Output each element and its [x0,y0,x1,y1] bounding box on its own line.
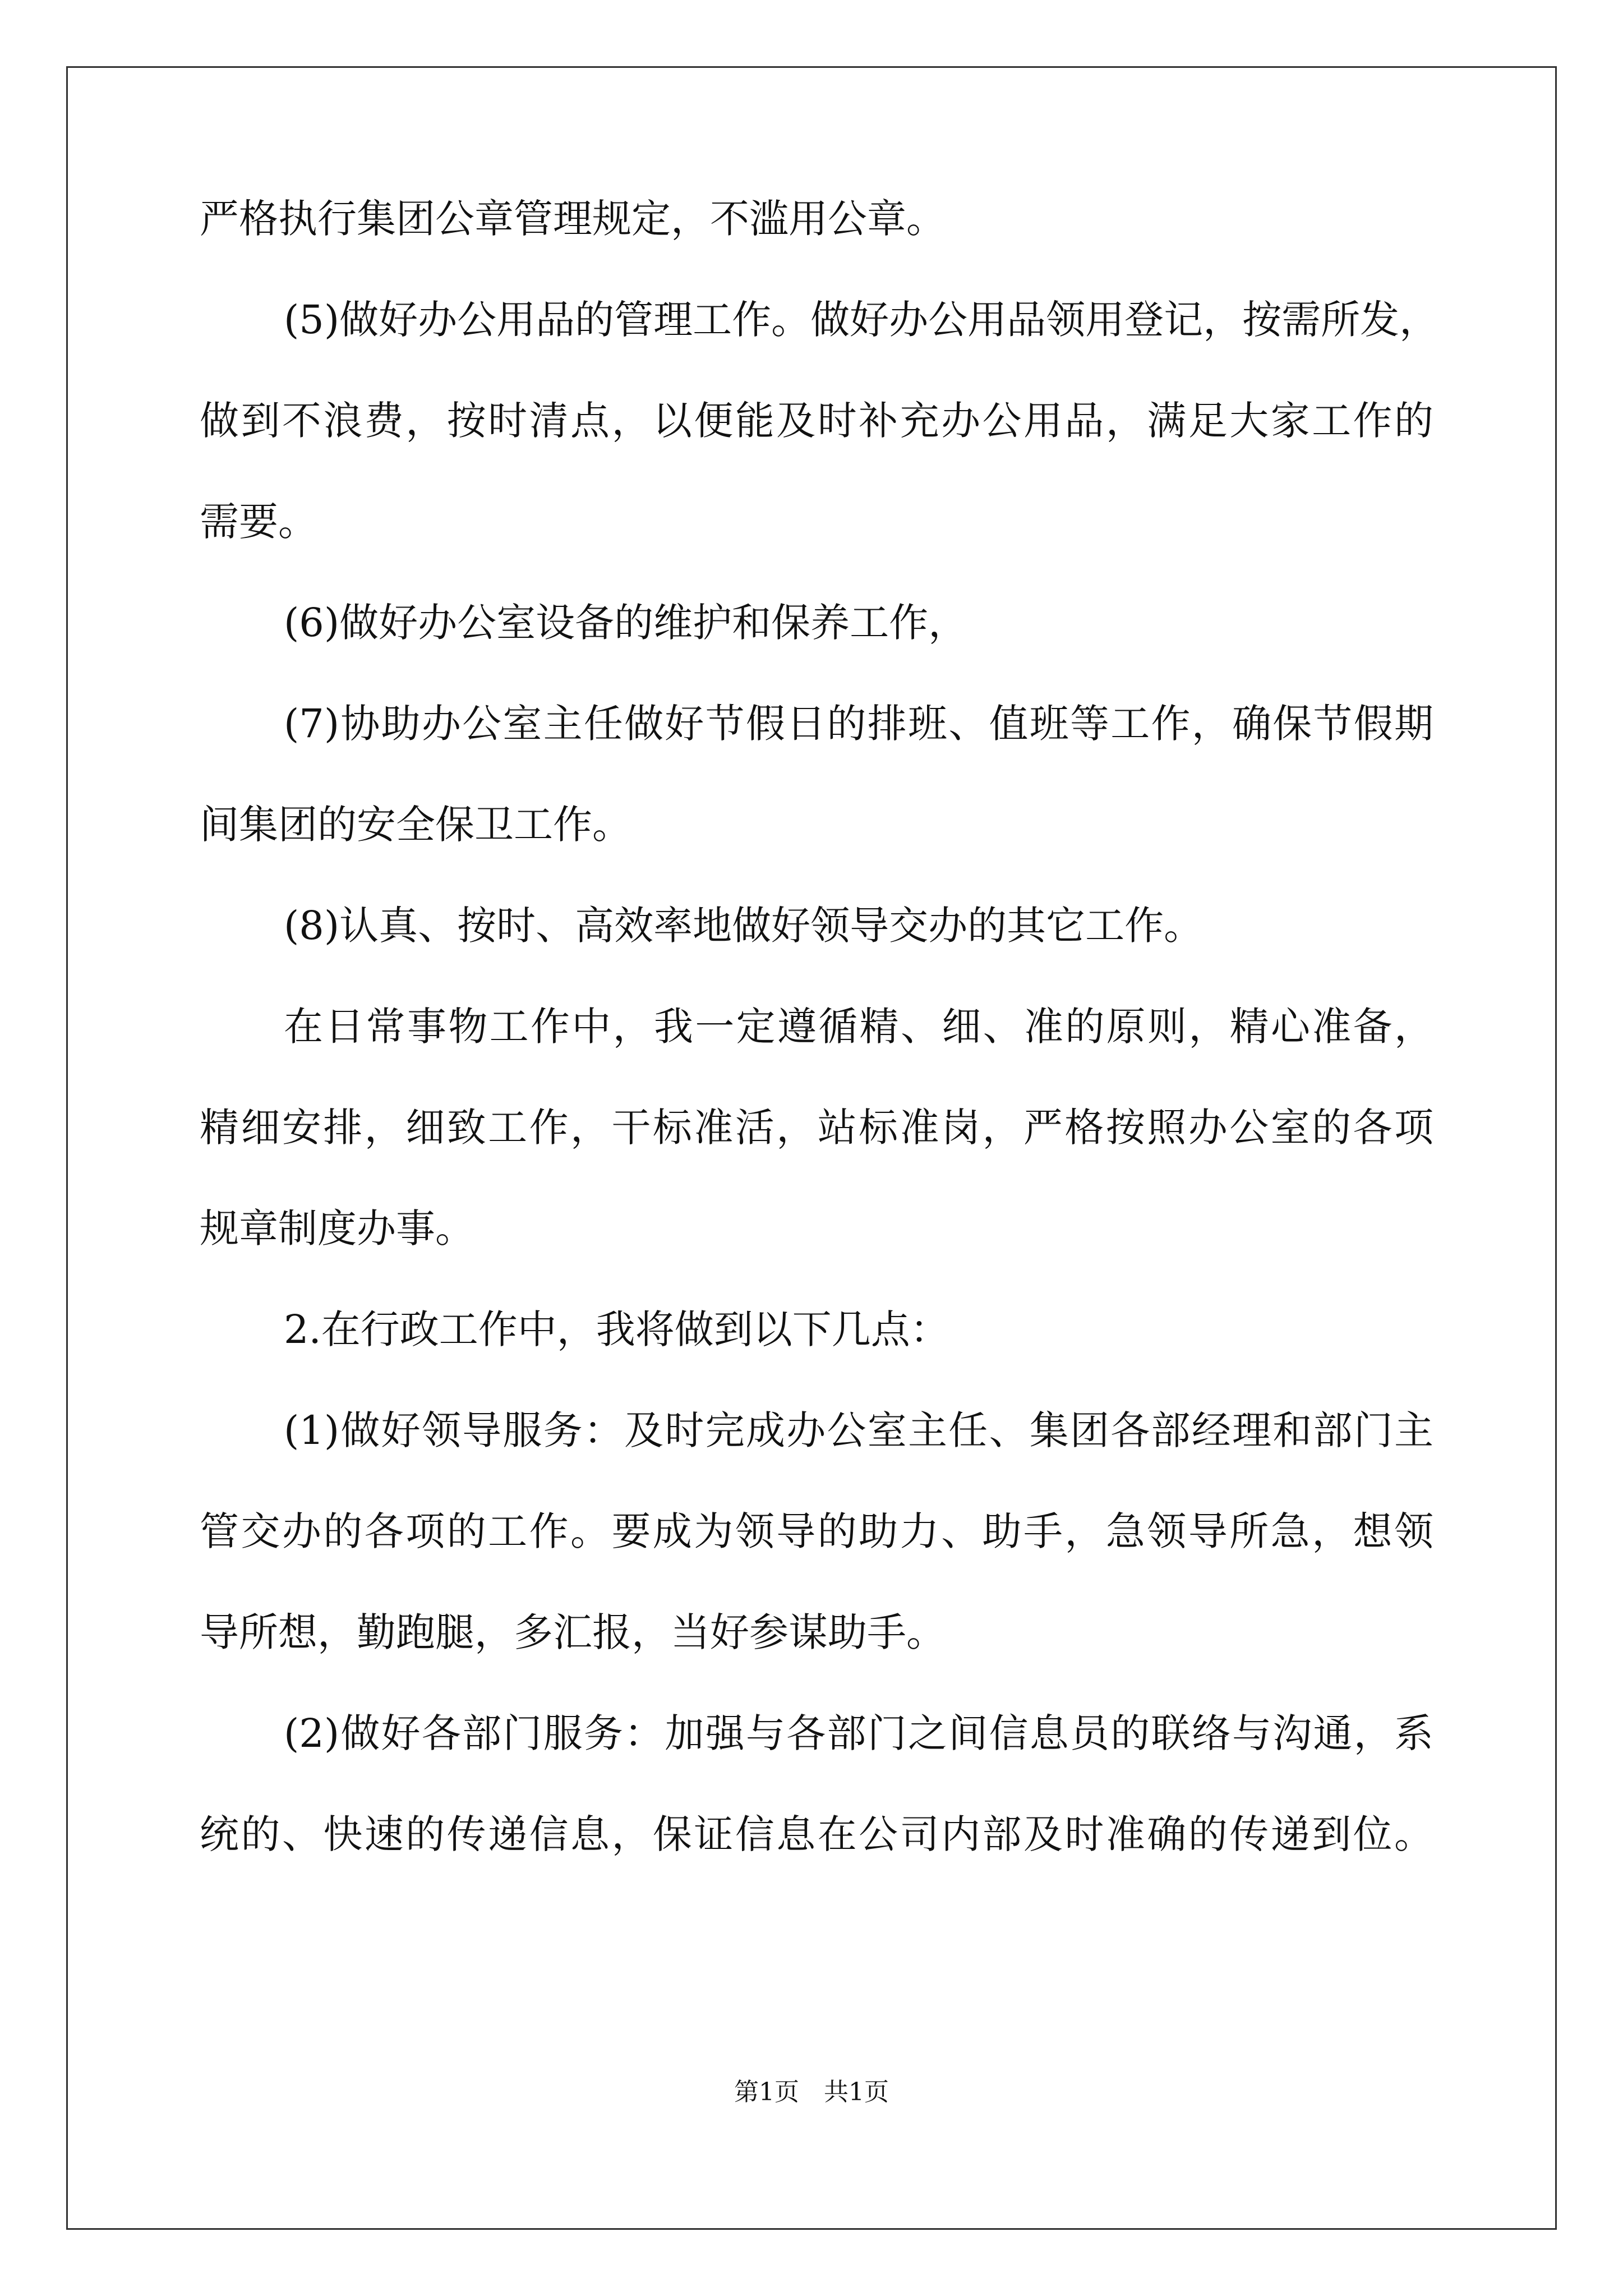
text-line: 需要。 [200,499,317,545]
text-line: 严格执行集团公章管理规定，不滥用公章。 [200,196,946,242]
text-line: 精细安排，细致工作，干标准活，站标准岗，严格按照办公室的各项 [200,1105,1433,1151]
text-line: 导所想，勤跑腿，多汇报，当好参谋助手。 [200,1609,946,1655]
text-line: 做到不浪费，按时清点，以便能及时补充办公用品，满足大家工作的 [200,398,1433,444]
text-line: 间集团的安全保卫工作。 [200,802,631,848]
text-line: 统的、快速的传递信息，保证信息在公司内部及时准确的传递到位。 [200,1811,1433,1857]
text-line: 在日常事物工作中，我一定遵循精、细、准的原则，精心准备， [284,1004,1433,1050]
text-line: (5)做好办公用品的管理工作。做好办公用品领用登记，按需所发， [284,297,1439,343]
text-line: (1)做好领导服务：及时完成办公室主任、集团各部经理和部门主 [284,1407,1433,1453]
text-line: (2)做好各部门服务：加强与各部门之间信息员的联络与沟通，系 [284,1710,1433,1756]
text-line: 管交办的各项的工作。要成为领导的助力、助手，急领导所急，想领 [200,1508,1433,1554]
text-line: 规章制度办事。 [200,1205,474,1251]
text-line: 2.在行政工作中，我将做到以下几点： [284,1306,949,1352]
text-line: (7)协助办公室主任做好节假日的排班、值班等工作，确保节假期 [284,701,1433,747]
page-footer: 第1页 共1页 [734,2078,889,2106]
text-line: (6)做好办公室设备的维护和保养工作， [284,600,968,646]
text-line: (8)认真、按时、高效率地做好领导交办的其它工作。 [284,903,1204,949]
